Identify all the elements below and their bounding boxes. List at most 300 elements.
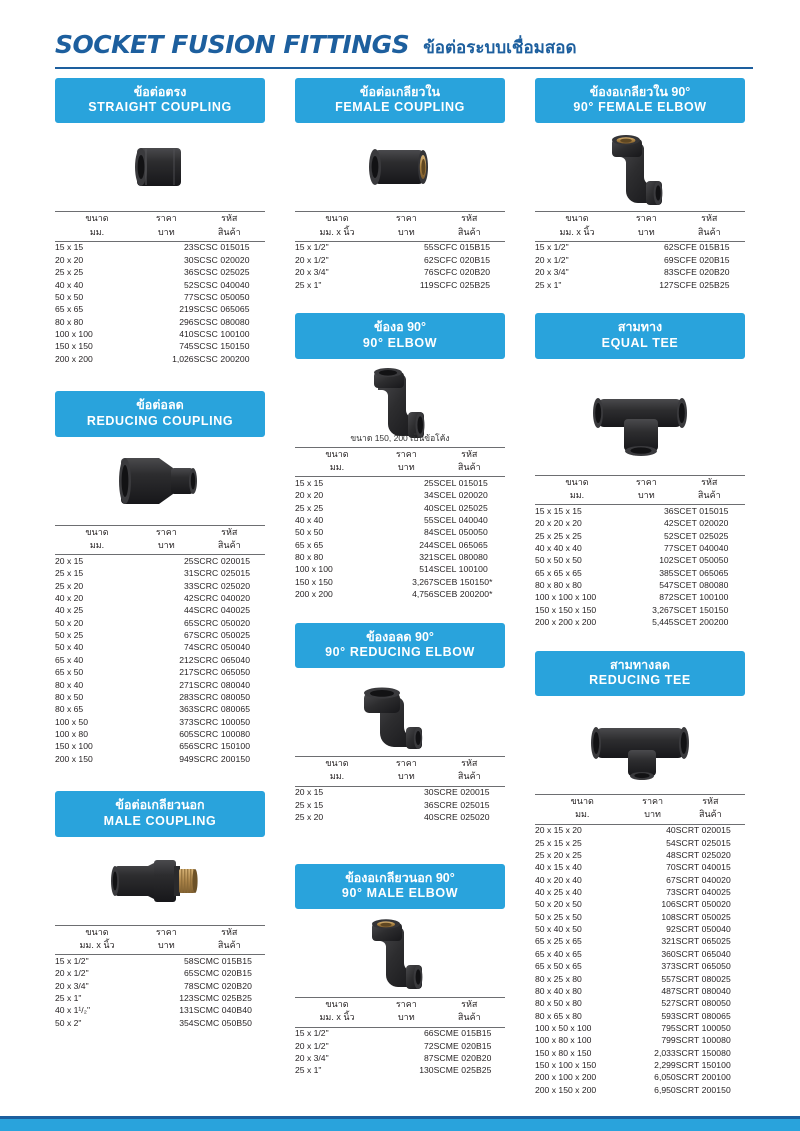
cell-price: 102: [659, 555, 674, 566]
cell-size: 40 x 40: [295, 514, 324, 525]
table-row: [55, 555, 265, 568]
cell-code: SCRT 040015: [675, 862, 731, 873]
table-female-coupling: [295, 211, 505, 291]
cell-size: 20 x 3/4": [295, 267, 329, 278]
cell-size: 100 x 100: [55, 328, 93, 339]
reducing-elbow-90-icon: [350, 673, 450, 751]
table-row: [55, 741, 265, 753]
cell-price: 949: [179, 753, 194, 764]
table-row: [295, 514, 505, 526]
th-price-unit: บาท: [379, 1011, 434, 1027]
table-row: [535, 1059, 745, 1071]
th-code: รหัส: [194, 212, 265, 226]
cell-size: 20 x 3/4": [55, 980, 89, 991]
cell-code: SCMC 040B40: [193, 1005, 253, 1016]
caption-thai: สามทางลด: [609, 657, 671, 672]
caption-thai: ข้องอเกลียวนอก 90°: [345, 870, 455, 885]
cell-code: SCRT 200100: [675, 1072, 731, 1083]
cell-price: 62: [424, 254, 434, 265]
cell-code: SCSC 100100: [193, 328, 250, 339]
th-code: รหัส: [434, 447, 505, 461]
cell-price: 76: [424, 267, 434, 278]
block-female-elbow-90: [535, 78, 745, 291]
cell-price: 54: [666, 837, 676, 848]
cell-size: 15 x 1/2": [295, 242, 329, 253]
cell-price: 217: [179, 667, 194, 678]
cell-size: 100 x 80 x 100: [535, 1035, 592, 1046]
th-size: ขนาด: [535, 212, 619, 226]
th-code-unit: สินค้า: [434, 226, 505, 242]
th-code: รหัส: [194, 525, 265, 539]
table-row: [295, 490, 505, 502]
cell-size: 100 x 80: [55, 728, 88, 739]
cell-code: SCRT 040025: [675, 887, 731, 898]
table-row: [535, 604, 745, 616]
cell-price: 321: [661, 936, 676, 947]
cell-code: SCME 025B25: [433, 1065, 492, 1076]
female-coupling-illustration: [295, 123, 505, 211]
cell-code: SCEB 150150*: [433, 576, 493, 587]
cell-price: 70: [666, 862, 676, 873]
cell-size: 80 x 80: [295, 551, 324, 562]
cell-size: 80 x 40 x 80: [535, 985, 582, 996]
th-size-unit: มม.: [295, 770, 379, 786]
cell-size: 80 x 50: [55, 691, 84, 702]
cell-price: 40: [424, 811, 434, 822]
th-code: รหัส: [434, 998, 505, 1012]
tbody-elbow-90: [295, 477, 505, 601]
cell-size: 40 x 25 x 40: [535, 887, 582, 898]
reducing-elbow-90-illustration: [295, 668, 505, 756]
cell-size: 25 x 15 x 25: [535, 837, 582, 848]
cell-price: 58: [184, 955, 194, 966]
table-row: [535, 886, 745, 898]
cell-code: SCET 100100: [673, 592, 729, 603]
cell-code: SCSC 065065: [193, 304, 250, 315]
th-size: ขนาด: [55, 212, 139, 226]
cell-code: SCRC 025015: [193, 568, 251, 579]
table-row: [535, 824, 745, 837]
table-row: [55, 955, 265, 968]
table-row: [295, 811, 505, 823]
th-price: ราคา: [139, 925, 194, 939]
female-elbow-90-icon: [590, 129, 690, 205]
cell-price: 283: [179, 691, 194, 702]
table-row: [295, 1052, 505, 1064]
table-row: [295, 1040, 505, 1052]
cell-size: 150 x 100: [55, 741, 93, 752]
cell-code: SCRT 200150: [675, 1084, 731, 1095]
cell-size: 20 x 1/2": [55, 968, 89, 979]
cell-code: SCRE 025015: [433, 799, 490, 810]
reducing-tee-illustration: [535, 696, 745, 794]
table-row: [535, 924, 745, 936]
table-row: [295, 786, 505, 799]
table-row: [55, 691, 265, 703]
table-row: [295, 279, 505, 291]
block-male-elbow-90: [295, 864, 505, 1077]
block-reducing-coupling: [55, 391, 265, 765]
table-row: [55, 254, 265, 266]
cell-size: 200 x 200: [55, 353, 93, 364]
cell-code: SCEL 080080: [433, 551, 488, 562]
tbody-female-elbow-90: [535, 241, 745, 291]
table-row: [295, 267, 505, 279]
cell-size: 50 x 20: [55, 617, 84, 628]
cell-price: 40: [666, 825, 676, 836]
table-row: [55, 617, 265, 629]
table-row: [55, 630, 265, 642]
cell-size: 65 x 40: [55, 654, 84, 665]
cell-code: SCET 050050: [673, 555, 729, 566]
cell-code: SCRT 150100: [675, 1060, 731, 1071]
th-size: ขนาด: [55, 925, 139, 939]
cell-price: 5,445: [652, 617, 674, 628]
table-male-elbow-90: [295, 997, 505, 1077]
cell-price: 745: [179, 341, 194, 352]
cell-size: 65 x 50 x 65: [535, 961, 582, 972]
cell-price: 127: [659, 279, 674, 290]
male-elbow-90-icon: [350, 913, 450, 993]
cell-code: SCRT 065025: [675, 936, 731, 947]
table-row: [55, 241, 265, 254]
cell-price: 605: [179, 728, 194, 739]
table-row: [535, 936, 745, 948]
cell-code: SCRE 020015: [433, 787, 490, 798]
table-row: [55, 679, 265, 691]
table-row: [295, 1027, 505, 1040]
cell-size: 50 x 20 x 50: [535, 899, 582, 910]
cell-size: 200 x 150 x 200: [535, 1084, 597, 1095]
table-elbow-90: [295, 447, 505, 601]
female-coupling-icon: [345, 132, 455, 202]
cell-price: 69: [664, 254, 674, 265]
cell-code: SCRT 080050: [675, 998, 731, 1009]
tbody-male-coupling: [55, 955, 265, 1030]
cell-price: 244: [419, 539, 434, 550]
block-elbow-90: [295, 313, 505, 600]
th-price: ราคา: [379, 447, 434, 461]
block-reducing-tee: [535, 651, 745, 1097]
cell-code: SCRC 200150: [193, 753, 251, 764]
th-price-unit: บาท: [619, 489, 674, 505]
cell-price: 67: [184, 630, 194, 641]
cell-size: 40 x 40: [55, 279, 84, 290]
caption-english: STRAIGHT COUPLING: [88, 100, 232, 115]
cell-price: 73: [666, 887, 676, 898]
th-code-unit: สินค้า: [194, 939, 265, 955]
cell-price: 74: [184, 642, 194, 653]
cell-price: 593: [661, 1010, 676, 1021]
cell-code: SCFC 015B15: [433, 242, 491, 253]
table-row: [535, 998, 745, 1010]
cell-price: 219: [179, 304, 194, 315]
table-row: [535, 911, 745, 923]
cell-price: 65: [184, 968, 194, 979]
cell-size: 100 x 100: [295, 564, 333, 575]
cell-size: 100 x 50: [55, 716, 88, 727]
table-row: [295, 527, 505, 539]
cell-size: 20 x 15: [295, 787, 324, 798]
cell-size: 15 x 1/2": [55, 955, 89, 966]
cell-code: SCRT 100080: [675, 1035, 731, 1046]
cell-code: SCRT 080025: [675, 973, 731, 984]
cell-size: 25 x 20: [295, 811, 324, 822]
cell-code: SCMC 020B20: [193, 980, 253, 991]
cell-code: SCME 020B15: [433, 1040, 492, 1051]
cell-size: 25 x 20 x 25: [535, 849, 582, 860]
cell-size: 40 x 20: [55, 593, 84, 604]
cell-price: 62: [664, 242, 674, 253]
cell-code: SCET 025025: [673, 530, 729, 541]
cell-code: SCRC 080050: [193, 691, 251, 702]
cell-price: 78: [184, 980, 194, 991]
table-row: [55, 992, 265, 1004]
cell-code: SCRC 080040: [193, 679, 251, 690]
cell-price: 106: [661, 899, 676, 910]
table-row: [295, 241, 505, 254]
cell-size: 80 x 25 x 80: [535, 973, 582, 984]
table-row: [55, 605, 265, 617]
cell-code: SCRT 025020: [675, 849, 731, 860]
caption-thai: ข้องอเกลียวใน 90°: [589, 85, 691, 99]
cell-code: SCRT 080040: [675, 985, 731, 996]
column-left: [55, 78, 265, 1039]
cell-size: 20 x 20: [55, 254, 84, 265]
caption-equal-tee: [535, 313, 745, 358]
cell-size: 20 x 20 x 20: [535, 518, 582, 529]
th-size-unit: มม.: [535, 808, 630, 824]
cell-code: SCRC 150100: [193, 741, 251, 752]
th-price: ราคา: [139, 212, 194, 226]
caption-thai: ข้อต่อลด: [136, 398, 184, 413]
cell-size: 50 x 50: [55, 291, 84, 302]
th-code-unit: สินค้า: [674, 489, 745, 505]
cell-price: 55: [424, 242, 434, 253]
cell-code: SCRT 020015: [675, 825, 731, 836]
cell-price: 77: [664, 542, 674, 553]
cell-code: SCEL 025025: [433, 502, 488, 513]
caption-thai: ข้องอ 90°: [373, 320, 427, 335]
cell-price: 84: [424, 527, 434, 538]
cell-size: 50 x 40: [55, 642, 84, 653]
table-row: [535, 874, 745, 886]
cell-code: SCET 020020: [673, 518, 729, 529]
cell-size: 20 x 1/2": [535, 254, 569, 265]
th-code: รหัส: [194, 925, 265, 939]
cell-code: SCRT 050040: [675, 924, 731, 935]
cell-price: 4,756: [412, 589, 434, 600]
table-row: [535, 1035, 745, 1047]
table-row: [55, 980, 265, 992]
caption-reducing-coupling: [55, 391, 265, 436]
th-price-unit: บาท: [619, 226, 674, 242]
cell-size: 25 x 25: [55, 267, 84, 278]
th-size: ขนาด: [535, 795, 630, 809]
cell-size: 65 x 65 x 65: [535, 567, 582, 578]
column-middle: [295, 78, 505, 1087]
cell-size: 25 x 1": [535, 279, 562, 290]
cell-size: 25 x 25: [295, 502, 324, 513]
cell-size: 20 x 1/2": [295, 254, 329, 265]
th-code-unit: สินค้า: [194, 539, 265, 555]
cell-price: 799: [661, 1035, 676, 1046]
cell-price: 271: [179, 679, 194, 690]
th-size: ขนาด: [535, 475, 619, 489]
cell-code: SCET 080080: [673, 579, 729, 590]
cell-code: SCEL 050050: [433, 527, 488, 538]
cell-size: 200 x 100 x 200: [535, 1072, 597, 1083]
cell-price: 42: [664, 518, 674, 529]
male-elbow-90-illustration: [295, 909, 505, 997]
table-row: [535, 1010, 745, 1022]
cell-code: SCRC 100050: [193, 716, 251, 727]
caption-thai: ข้อต่อเกลียวนอก: [115, 798, 205, 813]
page-title: SOCKET FUSION FITTINGS: [55, 30, 410, 59]
cell-price: 72: [424, 1040, 434, 1051]
cell-price: 410: [179, 328, 194, 339]
table-row: [55, 304, 265, 316]
block-straight-coupling: [55, 78, 265, 365]
caption-male-elbow-90: [295, 864, 505, 909]
cell-price: 40: [424, 502, 434, 513]
caption-reducing-tee: [535, 651, 745, 696]
table-row: [55, 279, 265, 291]
cell-code: SCSC 080080: [193, 316, 250, 327]
th-price: ราคา: [379, 757, 434, 771]
cell-size: 25 x 1": [295, 279, 322, 290]
table-row: [55, 1017, 265, 1029]
cell-code: SCET 150150: [673, 604, 729, 615]
cell-size: 50 x 50 x 50: [535, 555, 582, 566]
th-price: ราคา: [619, 212, 674, 226]
caption-thai: ข้องอลด 90°: [366, 629, 434, 644]
cell-size: 80 x 80: [55, 316, 84, 327]
table-row: [55, 267, 265, 279]
table-row: [535, 616, 745, 628]
table-row: [55, 291, 265, 303]
cell-code: SCMC 015B15: [193, 955, 253, 966]
cell-code: SCFC 020B15: [433, 254, 491, 265]
column-right: [535, 78, 745, 1107]
table-row: [295, 588, 505, 600]
cell-code: SCEL 065065: [433, 539, 488, 550]
cell-price: 527: [661, 998, 676, 1009]
table-row: [55, 642, 265, 654]
cell-code: SCRC 050020: [193, 617, 251, 628]
cell-code: SCRT 040020: [675, 874, 731, 885]
table-male-coupling: [55, 925, 265, 1030]
cell-price: 1,026: [172, 353, 194, 364]
cell-size: 50 x 25: [55, 630, 84, 641]
cell-code: SCRT 050020: [675, 899, 731, 910]
cell-size: 65 x 50: [55, 667, 84, 678]
cell-code: SCRC 065050: [193, 667, 251, 678]
table-row: [55, 328, 265, 340]
th-code-unit: สินค้า: [674, 226, 745, 242]
table-row: [535, 279, 745, 291]
cell-code: SCRT 065040: [675, 948, 731, 959]
tbody-reducing-tee: [535, 824, 745, 1096]
th-size-unit: มม.: [55, 539, 139, 555]
cell-size: 150 x 150 x 150: [535, 604, 597, 615]
cell-code: SCRE 025020: [433, 811, 490, 822]
cell-size: 80 x 65 x 80: [535, 1010, 582, 1021]
cell-price: 557: [661, 973, 676, 984]
table-row: [535, 1022, 745, 1034]
th-size-unit: มม.: [55, 226, 139, 242]
table-row: [535, 849, 745, 861]
cell-price: 92: [666, 924, 676, 935]
cell-size: 20 x 3/4": [535, 267, 569, 278]
block-female-coupling: [295, 78, 505, 291]
cell-code: SCRC 040020: [193, 593, 251, 604]
table-row: [535, 1047, 745, 1059]
cell-size: 65 x 65: [55, 304, 84, 315]
cell-price: 360: [661, 948, 676, 959]
table-row: [535, 1072, 745, 1084]
table-row: [535, 254, 745, 266]
table-row: [55, 316, 265, 328]
th-size-unit: มม.: [295, 461, 379, 477]
cell-code: SCRC 080065: [193, 704, 251, 715]
cell-price: 65: [184, 617, 194, 628]
cell-size: 25 x 15: [295, 799, 324, 810]
cell-code: SCEL 040040: [433, 514, 488, 525]
th-price: ราคา: [630, 795, 676, 809]
cell-code: SCEL 020020: [433, 490, 488, 501]
caption-english: REDUCING TEE: [589, 673, 691, 688]
female-elbow-90-illustration: [535, 123, 745, 211]
table-row: [55, 968, 265, 980]
cell-size: 25 x 1": [295, 1065, 322, 1076]
cell-code: SCRC 025020: [193, 580, 251, 591]
table-row: [295, 502, 505, 514]
cell-size: 20 x 1/2": [295, 1040, 329, 1051]
caption-female-coupling: [295, 78, 505, 123]
cell-price: 354: [179, 1017, 194, 1028]
cell-size: 40 x 40 x 40: [535, 542, 582, 553]
th-size: ขนาด: [295, 447, 379, 461]
cell-code: SCRT 065050: [675, 961, 731, 972]
caption-english: 90° FEMALE ELBOW: [573, 100, 707, 115]
cell-code: SCRT 150080: [675, 1047, 731, 1058]
elbow-note: ขนาด 150, 200 เป็นข้อโค้ง: [350, 432, 450, 443]
cell-price: 36: [184, 267, 194, 278]
cell-size: 40 x 20 x 40: [535, 874, 582, 885]
th-price-unit: บาท: [139, 939, 194, 955]
cell-code: SCSC 050050: [193, 291, 250, 302]
cell-size: 40 x 25: [55, 605, 84, 616]
cell-price: 34: [424, 490, 434, 501]
table-row: [55, 667, 265, 679]
block-reducing-elbow-90: [295, 623, 505, 824]
cell-code: SCRC 100080: [193, 728, 251, 739]
table-row: [535, 837, 745, 849]
table-row: [295, 254, 505, 266]
table-row: [535, 518, 745, 530]
table-row: [55, 568, 265, 580]
th-size-unit: มม. x นิ้ว: [535, 226, 619, 242]
table-reducing-elbow-90: [295, 756, 505, 824]
cell-price: 2,033: [654, 1047, 676, 1058]
caption-thai: สามทาง: [617, 320, 663, 335]
block-equal-tee: [535, 313, 745, 628]
cell-size: 15 x 1/2": [535, 242, 569, 253]
cell-code: SCME 020B20: [433, 1052, 492, 1063]
equal-tee-illustration: [535, 359, 745, 475]
th-price: ราคา: [379, 998, 434, 1012]
